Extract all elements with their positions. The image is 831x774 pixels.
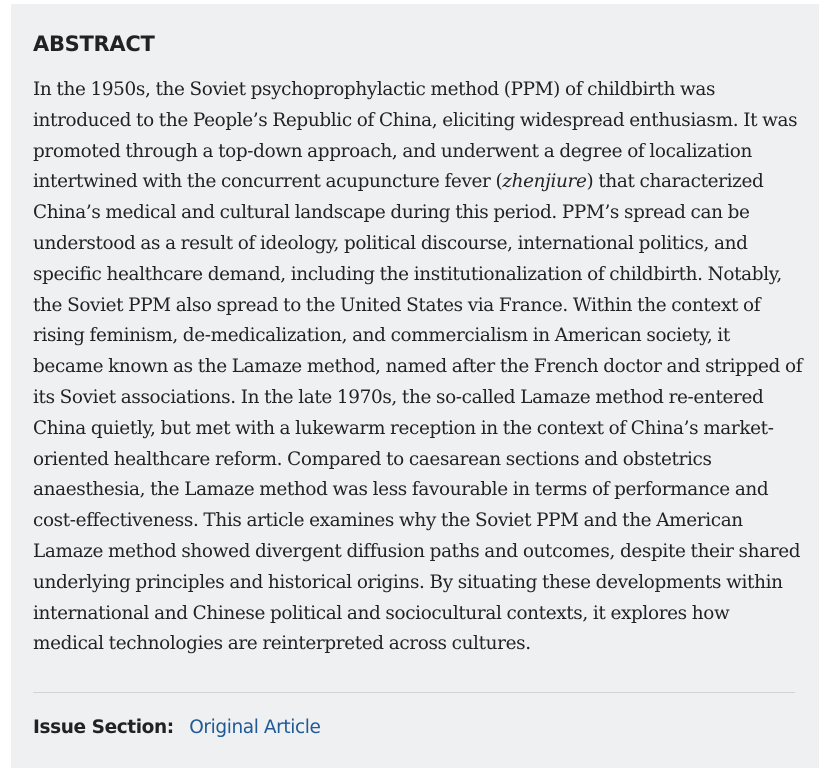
abstract-text-part2: ) that characterized China’s medical and cultural landscape during this period. PPM’s spread can be understood as a result of ideology, political discourse, international politics, and specific healthcare demand, including the institutionalization of childbirth. Notably, the Soviet PPM also spread to the United States via France. Within the context of rising feminism, de-medicalization, and commercialism in American society, it became known as the Lamaze method, named after the French doctor and stripped of its Soviet associations. In the late 1970s, the so-called Lamaze method re-entered China quietly, but met with a lukewarm reception in the context of China’s market-oriented healthcare reform. Compared to caesarean sections and obstetrics anaesthesia, the Lamaze method was less favourable in terms of performance and cost-effectiveness. This article examines why the Soviet PPM and the American Lamaze method showed divergent diffusion paths and outcomes, despite their shared underlying principles and historical origins. By situating these developments within international and Chinese political and sociocultural contexts, it explores how medical technologies are reinterpreted across cultures.	[33, 171, 803, 655]
abstract-italic-term: zhenjiure	[502, 171, 587, 193]
abstract-panel	[11, 4, 819, 768]
issue-section-row	[33, 717, 320, 738]
abstract-text	[33, 75, 803, 660]
abstract-heading: ABSTRACT	[33, 32, 155, 56]
section-divider	[33, 692, 795, 693]
issue-section-link[interactable]: Original Article	[189, 717, 321, 738]
issue-section-label: Issue Section:	[33, 717, 174, 738]
abstract-text-part1: In the 1950s, the Soviet psychoprophylactic method (PPM) of childbirth was introduced to the People’s Republic of China, eliciting widespread enthusiasm. It was promoted through a top-down approach, and underwent a degree of localization intertwined with the concurrent acupuncture fever (	[33, 79, 798, 193]
